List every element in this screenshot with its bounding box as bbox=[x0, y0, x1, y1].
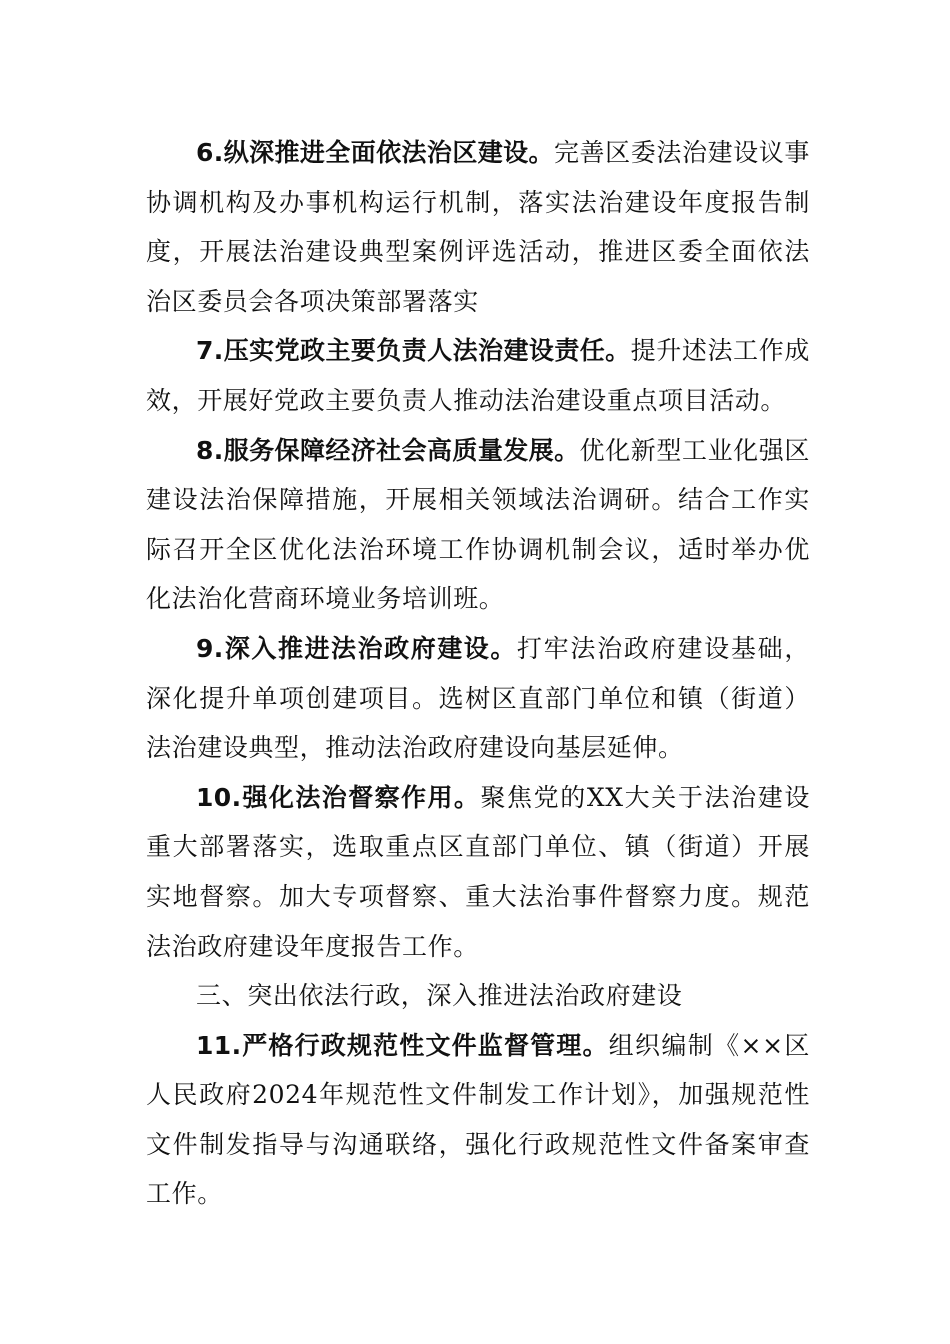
item-8-text: 优化新型工业化强区建设法治保障措施，开展相关领域法治调研。结合工作实际召开全区优化法治环境工作协调机制会议，适时举办优化法治化营商环境业务培训班。 bbox=[146, 435, 811, 614]
paragraph-item-7 bbox=[146, 326, 810, 425]
section-heading: 三、突出依法行政，深入推进法治政府建设 bbox=[196, 981, 683, 1011]
item-7-text: 提升述法工作成效，开展好党政主要负责人推动法治建设重点项目活动。 bbox=[146, 336, 811, 415]
item-6-text: 完善区委法治建设议事协调机构及办事机构运行机制，落实法治建设年度报告制度，开展法治建设典型案例评选活动，推进区委全面依法治区委员会各项决策部署落实 bbox=[146, 138, 810, 316]
paragraph-item-11 bbox=[146, 1021, 810, 1219]
item-11-heading: 11.严格行政规范性文件监督管理。 bbox=[196, 1030, 609, 1060]
item-9-heading: 9.深入推进法治政府建设。 bbox=[196, 633, 517, 663]
paragraph-item-8 bbox=[146, 426, 810, 624]
item-6-heading: 6.纵深推进全面依法治区建设。 bbox=[196, 138, 554, 167]
item-11-text: 组织编制《××区人民政府2024年规范性文件制发工作计划》，加强规范性文件制发指导与沟通联络，强化行政规范性文件备案审查工作。 bbox=[146, 1030, 810, 1209]
document-body bbox=[146, 128, 810, 1219]
paragraph-item-10 bbox=[146, 773, 810, 971]
item-9-text: 打牢法治政府建设基础，深化提升单项创建项目。选树区直部门单位和镇（街道）法治建设典型，推动法治政府建设向基层延伸。 bbox=[146, 633, 811, 763]
item-10-heading: 10.强化法治督察作用。 bbox=[196, 782, 481, 812]
item-10-text: 聚焦党的XX大关于法治建设重大部署落实，选取重点区直部门单位、镇（街道）开展实地督察。加大专项督察、重大法治事件督察力度。规范法治政府建设年度报告工作。 bbox=[146, 782, 810, 961]
paragraph-item-6 bbox=[146, 128, 810, 326]
item-8-heading: 8.服务保障经济社会高质量发展。 bbox=[196, 435, 580, 465]
paragraph-item-9 bbox=[146, 624, 810, 773]
item-7-heading: 7.压实党政主要负责人法治建设责任。 bbox=[196, 336, 631, 366]
